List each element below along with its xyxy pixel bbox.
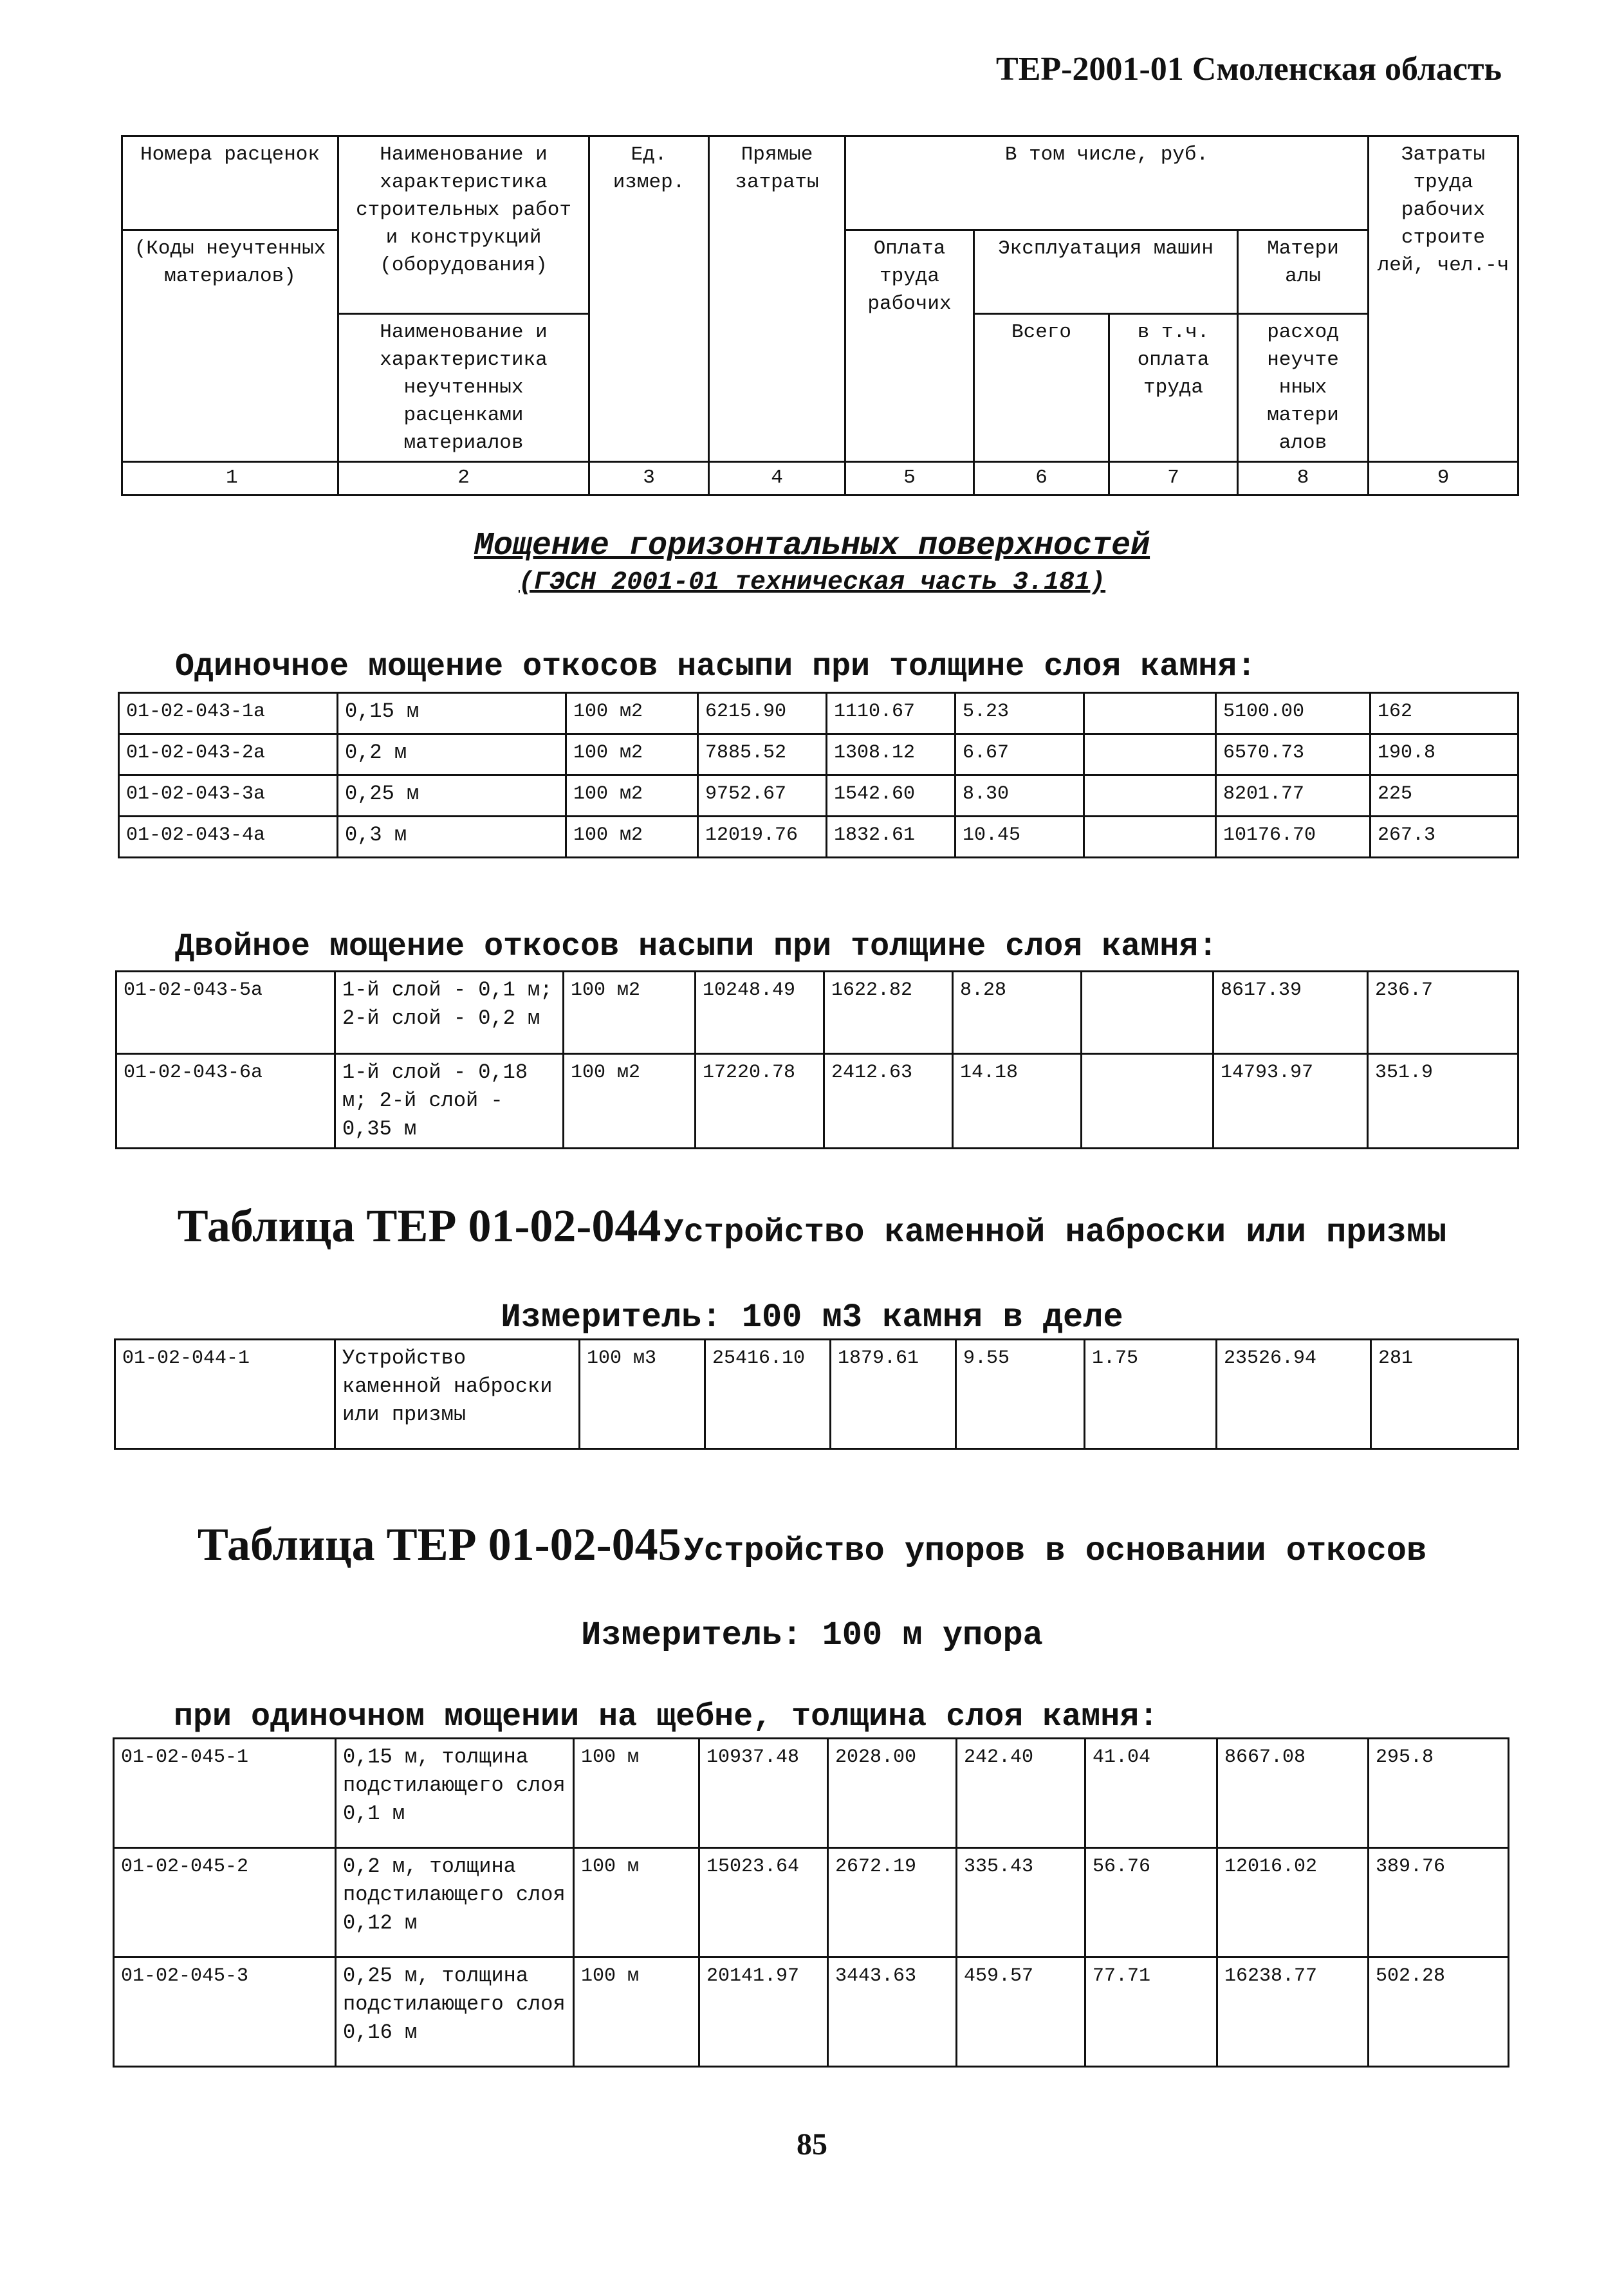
cell-materials: 8617.39 xyxy=(1213,972,1368,1054)
cell-name: 1-й слой - 0,18 м; 2-й слой - 0,35 м xyxy=(335,1054,564,1149)
section-subtitle: (ГЭСН 2001-01 техническая часть 3.181) xyxy=(518,568,1106,597)
cell-code: 01-02-043-6а xyxy=(116,1054,335,1149)
rate-row xyxy=(119,734,1518,775)
header-code: Номера расценок xyxy=(122,136,338,230)
cell-materials: 23526.94 xyxy=(1217,1340,1371,1449)
cell-direct: 17220.78 xyxy=(696,1054,824,1149)
cell-unit: 100 м xyxy=(574,1957,699,2067)
cell-direct: 6215.90 xyxy=(698,693,827,734)
header-code-materials: (Коды неучтенных материалов) xyxy=(122,230,338,462)
column-number: 4 xyxy=(709,462,845,495)
rate-row xyxy=(119,817,1518,858)
group-caption-single: Одиночное мощение откосов насыпи при толщине слоя камня: xyxy=(175,649,1257,685)
cell-code: 01-02-043-5а xyxy=(116,972,335,1054)
cell-labor: 3443.63 xyxy=(828,1957,957,2067)
running-header: ТЕР-2001-01 Смоленская область xyxy=(996,51,1502,88)
cell-labor: 1542.60 xyxy=(827,775,955,817)
cell-direct: 25416.10 xyxy=(705,1340,831,1449)
cell-code: 01-02-043-2а xyxy=(119,734,338,775)
table-045-meter: Измеритель: 100 м упора xyxy=(581,1616,1043,1654)
cell-unit: 100 м3 xyxy=(580,1340,705,1449)
cell-direct: 7885.52 xyxy=(698,734,827,775)
cell-code: 01-02-045-2 xyxy=(114,1848,336,1957)
cell-name: 0,15 м xyxy=(338,693,566,734)
cell-labor: 2412.63 xyxy=(824,1054,953,1149)
cell-labor: 1622.82 xyxy=(824,972,953,1054)
cell-labor: 2028.00 xyxy=(828,1739,957,1848)
cell-materials: 16238.77 xyxy=(1217,1957,1369,2067)
rates-table-045 xyxy=(113,1737,1509,2068)
header-labor-pay: Оплата труда рабочих xyxy=(845,230,974,462)
table-044-title: Устройство каменной наброски или призмы xyxy=(663,1214,1447,1252)
cell-materials: 8667.08 xyxy=(1217,1739,1369,1848)
cell-machines: 242.40 xyxy=(957,1739,1085,1848)
table-045-heading xyxy=(0,1519,1624,1580)
cell-machines: 14.18 xyxy=(953,1054,1082,1149)
header-labor-hours: Затраты труда рабочих строите лей, чел.-ч xyxy=(1369,136,1518,462)
cell-name: 0,2 м xyxy=(338,734,566,775)
column-number: 3 xyxy=(589,462,709,495)
cell-direct: 12019.76 xyxy=(698,817,827,858)
column-number: 6 xyxy=(974,462,1109,495)
cell-direct: 10937.48 xyxy=(699,1739,828,1848)
cell-code: 01-02-045-3 xyxy=(114,1957,336,2067)
cell-unit: 100 м2 xyxy=(564,1054,696,1149)
header-direct-costs: Прямые затраты xyxy=(709,136,845,462)
rate-row xyxy=(116,1054,1518,1149)
cell-direct: 20141.97 xyxy=(699,1957,828,2067)
page-number: 85 xyxy=(797,2127,827,2161)
cell-name: 0,25 м, толщина подстилающего слоя 0,16 м xyxy=(336,1957,574,2067)
cell-direct: 9752.67 xyxy=(698,775,827,817)
table-045-label: Таблица ТЕР 01-02-045 xyxy=(197,1519,681,1570)
table-045-caption: при одиночном мощении на щебне, толщина слоя камня: xyxy=(174,1699,1159,1735)
cell-materials: 12016.02 xyxy=(1217,1848,1369,1957)
cell-unit: 100 м2 xyxy=(566,817,698,858)
cell-labor: 2672.19 xyxy=(828,1848,957,1957)
column-number: 1 xyxy=(122,462,338,495)
cell-hours: 389.76 xyxy=(1369,1848,1509,1957)
cell-code: 01-02-043-4а xyxy=(119,817,338,858)
cell-machines-labor xyxy=(1084,817,1216,858)
cell-direct: 10248.49 xyxy=(696,972,824,1054)
cell-code: 01-02-045-1 xyxy=(114,1739,336,1848)
cell-name: 0,2 м, толщина подстилающего слоя 0,12 м xyxy=(336,1848,574,1957)
cell-machines-labor: 77.71 xyxy=(1085,1957,1217,2067)
header-name-materials: Наименование и характеристика неучтенных расценками материалов xyxy=(338,314,589,462)
cell-hours: 190.8 xyxy=(1370,734,1518,775)
cell-machines-labor xyxy=(1084,693,1216,734)
column-number: 8 xyxy=(1238,462,1369,495)
table-044-heading xyxy=(0,1200,1624,1261)
cell-code: 01-02-044-1 xyxy=(115,1340,335,1449)
cell-machines: 10.45 xyxy=(955,817,1084,858)
header-machines: Эксплуатация машин xyxy=(974,230,1238,314)
cell-hours: 236.7 xyxy=(1368,972,1518,1054)
cell-machines: 459.57 xyxy=(957,1957,1085,2067)
cell-materials: 10176.70 xyxy=(1216,817,1370,858)
cell-name: Устройство каменной наброски или призмы xyxy=(335,1340,580,1449)
cell-materials: 8201.77 xyxy=(1216,775,1370,817)
rate-row xyxy=(115,1340,1518,1449)
rate-row xyxy=(114,1957,1509,2067)
header-machines-total: Всего xyxy=(974,314,1109,462)
cell-hours: 267.3 xyxy=(1370,817,1518,858)
cell-machines-labor: 41.04 xyxy=(1085,1739,1217,1848)
cell-machines-labor xyxy=(1084,775,1216,817)
cell-machines: 9.55 xyxy=(956,1340,1085,1449)
cell-machines-labor: 1.75 xyxy=(1085,1340,1217,1449)
header-machines-labor: в т.ч. оплата труда xyxy=(1109,314,1238,462)
cell-hours: 295.8 xyxy=(1369,1739,1509,1848)
rate-row xyxy=(114,1848,1509,1957)
cell-hours: 281 xyxy=(1371,1340,1518,1449)
column-number: 5 xyxy=(845,462,974,495)
header-materials-consumption: расход неучте нных матери алов xyxy=(1238,314,1369,462)
cell-unit: 100 м xyxy=(574,1739,699,1848)
cell-name: 0,15 м, толщина подстилающего слоя 0,1 м xyxy=(336,1739,574,1848)
cell-hours: 162 xyxy=(1370,693,1518,734)
cell-name: 1-й слой - 0,1 м; 2-й слой - 0,2 м xyxy=(335,972,564,1054)
rates-table-single xyxy=(118,692,1519,858)
cell-materials: 5100.00 xyxy=(1216,693,1370,734)
cell-labor: 1879.61 xyxy=(831,1340,956,1449)
cell-unit: 100 м2 xyxy=(566,775,698,817)
cell-labor: 1308.12 xyxy=(827,734,955,775)
cell-materials: 6570.73 xyxy=(1216,734,1370,775)
cell-machines-labor xyxy=(1082,1054,1213,1149)
cell-machines: 6.67 xyxy=(955,734,1084,775)
column-number: 2 xyxy=(338,462,589,495)
rates-table-double xyxy=(115,970,1519,1149)
cell-code: 01-02-043-1а xyxy=(119,693,338,734)
cell-name: 0,3 м xyxy=(338,817,566,858)
cell-hours: 351.9 xyxy=(1368,1054,1518,1149)
cell-unit: 100 м xyxy=(574,1848,699,1957)
section-title: Мощение горизонтальных поверхностей xyxy=(474,528,1150,564)
cell-machines-labor xyxy=(1084,734,1216,775)
header-materials: Матери алы xyxy=(1238,230,1369,314)
cell-machines: 335.43 xyxy=(957,1848,1085,1957)
header-including: В том числе, руб. xyxy=(845,136,1369,230)
rate-row xyxy=(116,972,1518,1054)
table-044-meter: Измеритель: 100 м3 камня в деле xyxy=(501,1299,1123,1337)
cell-hours: 502.28 xyxy=(1369,1957,1509,2067)
header-unit: Ед. измер. xyxy=(589,136,709,462)
cell-labor: 1832.61 xyxy=(827,817,955,858)
cell-unit: 100 м2 xyxy=(566,693,698,734)
cell-machines: 8.30 xyxy=(955,775,1084,817)
cell-name: 0,25 м xyxy=(338,775,566,817)
cell-unit: 100 м2 xyxy=(566,734,698,775)
cell-machines: 8.28 xyxy=(953,972,1082,1054)
rate-row xyxy=(119,775,1518,817)
column-header-table xyxy=(121,135,1519,496)
cell-machines: 5.23 xyxy=(955,693,1084,734)
cell-hours: 225 xyxy=(1370,775,1518,817)
cell-machines-labor xyxy=(1082,972,1213,1054)
table-044-label: Таблица ТЕР 01-02-044 xyxy=(177,1200,661,1252)
header-name: Наименование и характеристика строительных работ и конструкций (оборудования) xyxy=(338,136,589,314)
group-caption-double: Двойное мощение откосов насыпи при толщине слоя камня: xyxy=(175,929,1218,965)
rate-row xyxy=(119,693,1518,734)
cell-materials: 14793.97 xyxy=(1213,1054,1368,1149)
table-045-title: Устройство упоров в основании откосов xyxy=(683,1532,1427,1570)
rates-table-044 xyxy=(114,1338,1519,1450)
cell-labor: 1110.67 xyxy=(827,693,955,734)
cell-code: 01-02-043-3а xyxy=(119,775,338,817)
rate-row xyxy=(114,1739,1509,1848)
column-number: 9 xyxy=(1369,462,1518,495)
cell-machines-labor: 56.76 xyxy=(1085,1848,1217,1957)
column-number: 7 xyxy=(1109,462,1238,495)
cell-unit: 100 м2 xyxy=(564,972,696,1054)
cell-direct: 15023.64 xyxy=(699,1848,828,1957)
